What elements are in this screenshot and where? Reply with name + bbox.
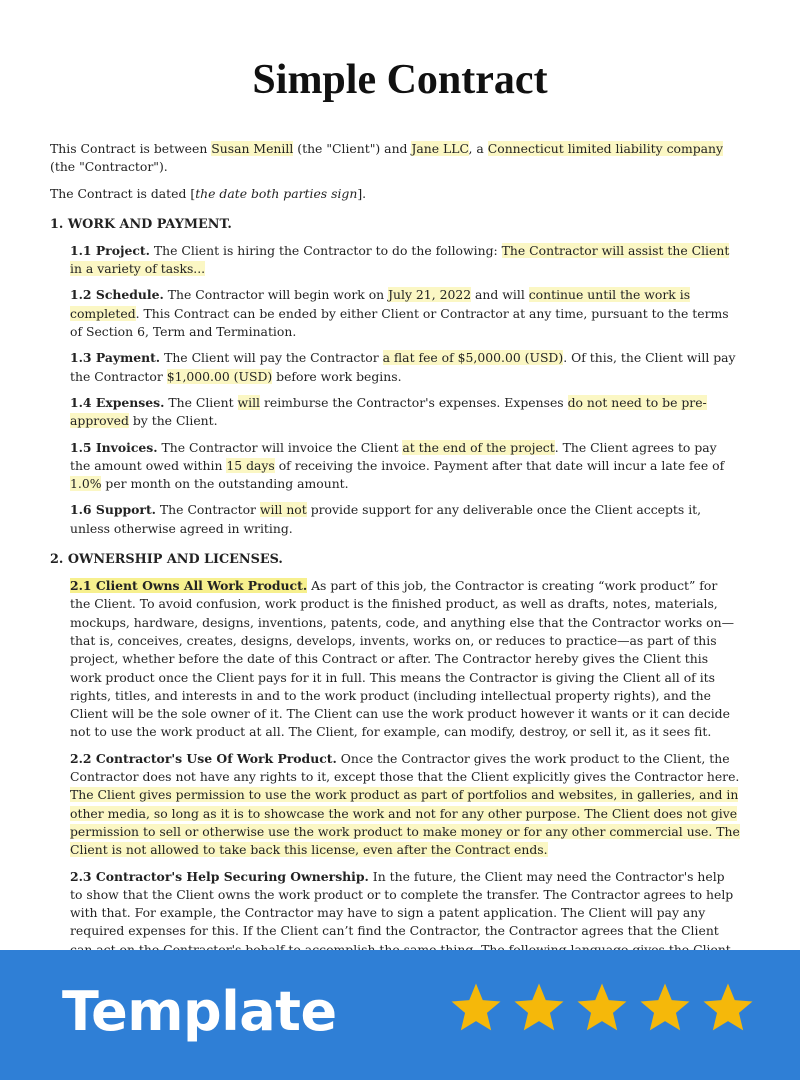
star-icon (700, 980, 756, 1036)
template-banner (0, 950, 800, 1080)
clause-schedule: 1.2 Schedule. The Contractor will begin work on July 21, 2022 and will continue until the work is completed. This Contract can be ended by either Client or Contractor at any time, pursuant to the terms of Section 6, Term and Termination. (70, 287, 729, 340)
document-title: Simple Contract (252, 57, 548, 103)
section-heading-work-payment: 1. WORK AND PAYMENT. (50, 216, 232, 232)
portfolio-permission: The Client gives permission to use the work product as part of portfolios and websites, in galleries, and in other media, so long as it is to showcase the work and not for any other purpose. The Client does not give permission to sell or otherwise use the work product to make money or for any other commercial use. The Client is not allowed to take back this license, even after the Contract ends. (70, 787, 740, 858)
section-heading-ownership: 2. OWNERSHIP AND LICENSES. (50, 552, 283, 568)
star-icon (637, 980, 693, 1036)
support-will-not: will not (259, 502, 307, 518)
intro-paragraph: This Contract is between Susan Menill (the "Client") and Jane LLC, a Connecticut limited liability company (the "Contractor"). (50, 141, 724, 175)
template-label: Template (62, 980, 337, 1043)
star-icon (511, 980, 567, 1036)
invoice-timing: at the end of the project (402, 439, 555, 455)
dated-paragraph: The Contract is dated [the date both parties sign]. (50, 185, 367, 201)
star-rating (448, 980, 758, 1040)
client-owns-label: 2.1 Client Owns All Work Product. (70, 578, 308, 594)
expenses-will: will (237, 394, 260, 410)
payment-fee: a flat fee of $5,000.00 (USD) (382, 350, 564, 366)
clause-expenses: 1.4 Expenses. The Client will reimburse the Contractor's expenses. Expenses do not need to be pre-approved by the Client. (70, 394, 707, 429)
expenses-approval: do not need to be pre-approved (70, 394, 707, 429)
clause-help-securing: 2.3 Contractor's Help Securing Ownership. In the future, the Client may need the Contractor's help to show that the Client owns the work product or to complete the transfer. The Contractor agrees to help with that. For example, the Contractor may have to sign a patent application. The Client will pay any required expenses for this. If the Client can’t find the Contractor, the Contractor agrees that the Client (70, 868, 734, 939)
clause-contractor-use: 2.2 Contractor's Use Of Work Product. Once the Contractor gives the work product to the Client, the Contractor does not have any rights to it, except those that the Client explicitly gives the Contractor here. The Client gives permission to use the work product as part of portfolios and websites, in galleries, and in other media, so long as it is to showcase the work and not for any other purpose. The Client does not give permission to sell or otherwise use the work product to make money or for any other commercial use. The Client is not allowed to take back this license, even after the Contract ends. (70, 750, 740, 858)
clause-invoices: 1.5 Invoices. The Contractor will invoice the Client at the end of the project. The Client agrees to pay the amount owed within 15 days of receiving the invoice. Payment after that date will incur a late fee of 1.0% per month on the outstanding amount. (70, 439, 725, 492)
client-name: Susan Menill (211, 141, 294, 156)
payment-days: 15 days (226, 457, 275, 473)
clause-support: 1.6 Support. The Contractor will not provide support for any deliverable once the Client accepts it, unless otherwise agreed in writing. (70, 502, 702, 536)
start-date: July 21, 2022 (388, 287, 472, 303)
star-icon (574, 980, 630, 1036)
clause-client-owns: 2.1 Client Owns All Work Product. As part of this job, the Contractor is creating “work product” for the Client. To avoid confusion, work product is the finished product, as well as drafts, notes, materials, mockups, hardware, designs, inventions, patents, code, and anything else that the Contractor works on—that is, conceives, creates, designs, develops, invents, works on, or reduces to practice—as part of this project, whether before the date of this Contract or after. The Contractor hereby gives the Client this work product once the Client pays for it in full. This means the Contractor is giving the Client all of its rights, titles, and interests in and to the work product (including intellectual property rights), and the Client will be the sole owner of it. The Client can use the work product however it wants or it can decide not to use the work product at all. The Client, for example, can modify, destroy, or sell it, as it sees fit. (70, 578, 735, 740)
upfront-payment: $1,000.00 (USD) (166, 368, 273, 384)
star-icon (448, 980, 504, 1036)
late-fee: 1.0% (70, 476, 102, 492)
project-description: The Contractor will assist the Client in a variety of tasks... (70, 242, 730, 277)
contractor-name: Jane LLC (411, 141, 469, 156)
contractor-entity-type: Connecticut limited liability company (487, 141, 724, 156)
document-body (50, 140, 740, 985)
end-condition: continue until the work is completed (70, 287, 691, 321)
clause-project: 1.1 Project. The Client is hiring the Contractor to do the following: The Contractor will assist the Client in a variety of tasks... (70, 242, 730, 277)
contract-date: the date both parties sign (195, 185, 358, 201)
clause-payment: 1.3 Payment. The Client will pay the Contractor a flat fee of $5,000.00 (USD). Of this, the Client will pay the Contractor $1,000.00 (USD) before work begins. (70, 350, 736, 384)
